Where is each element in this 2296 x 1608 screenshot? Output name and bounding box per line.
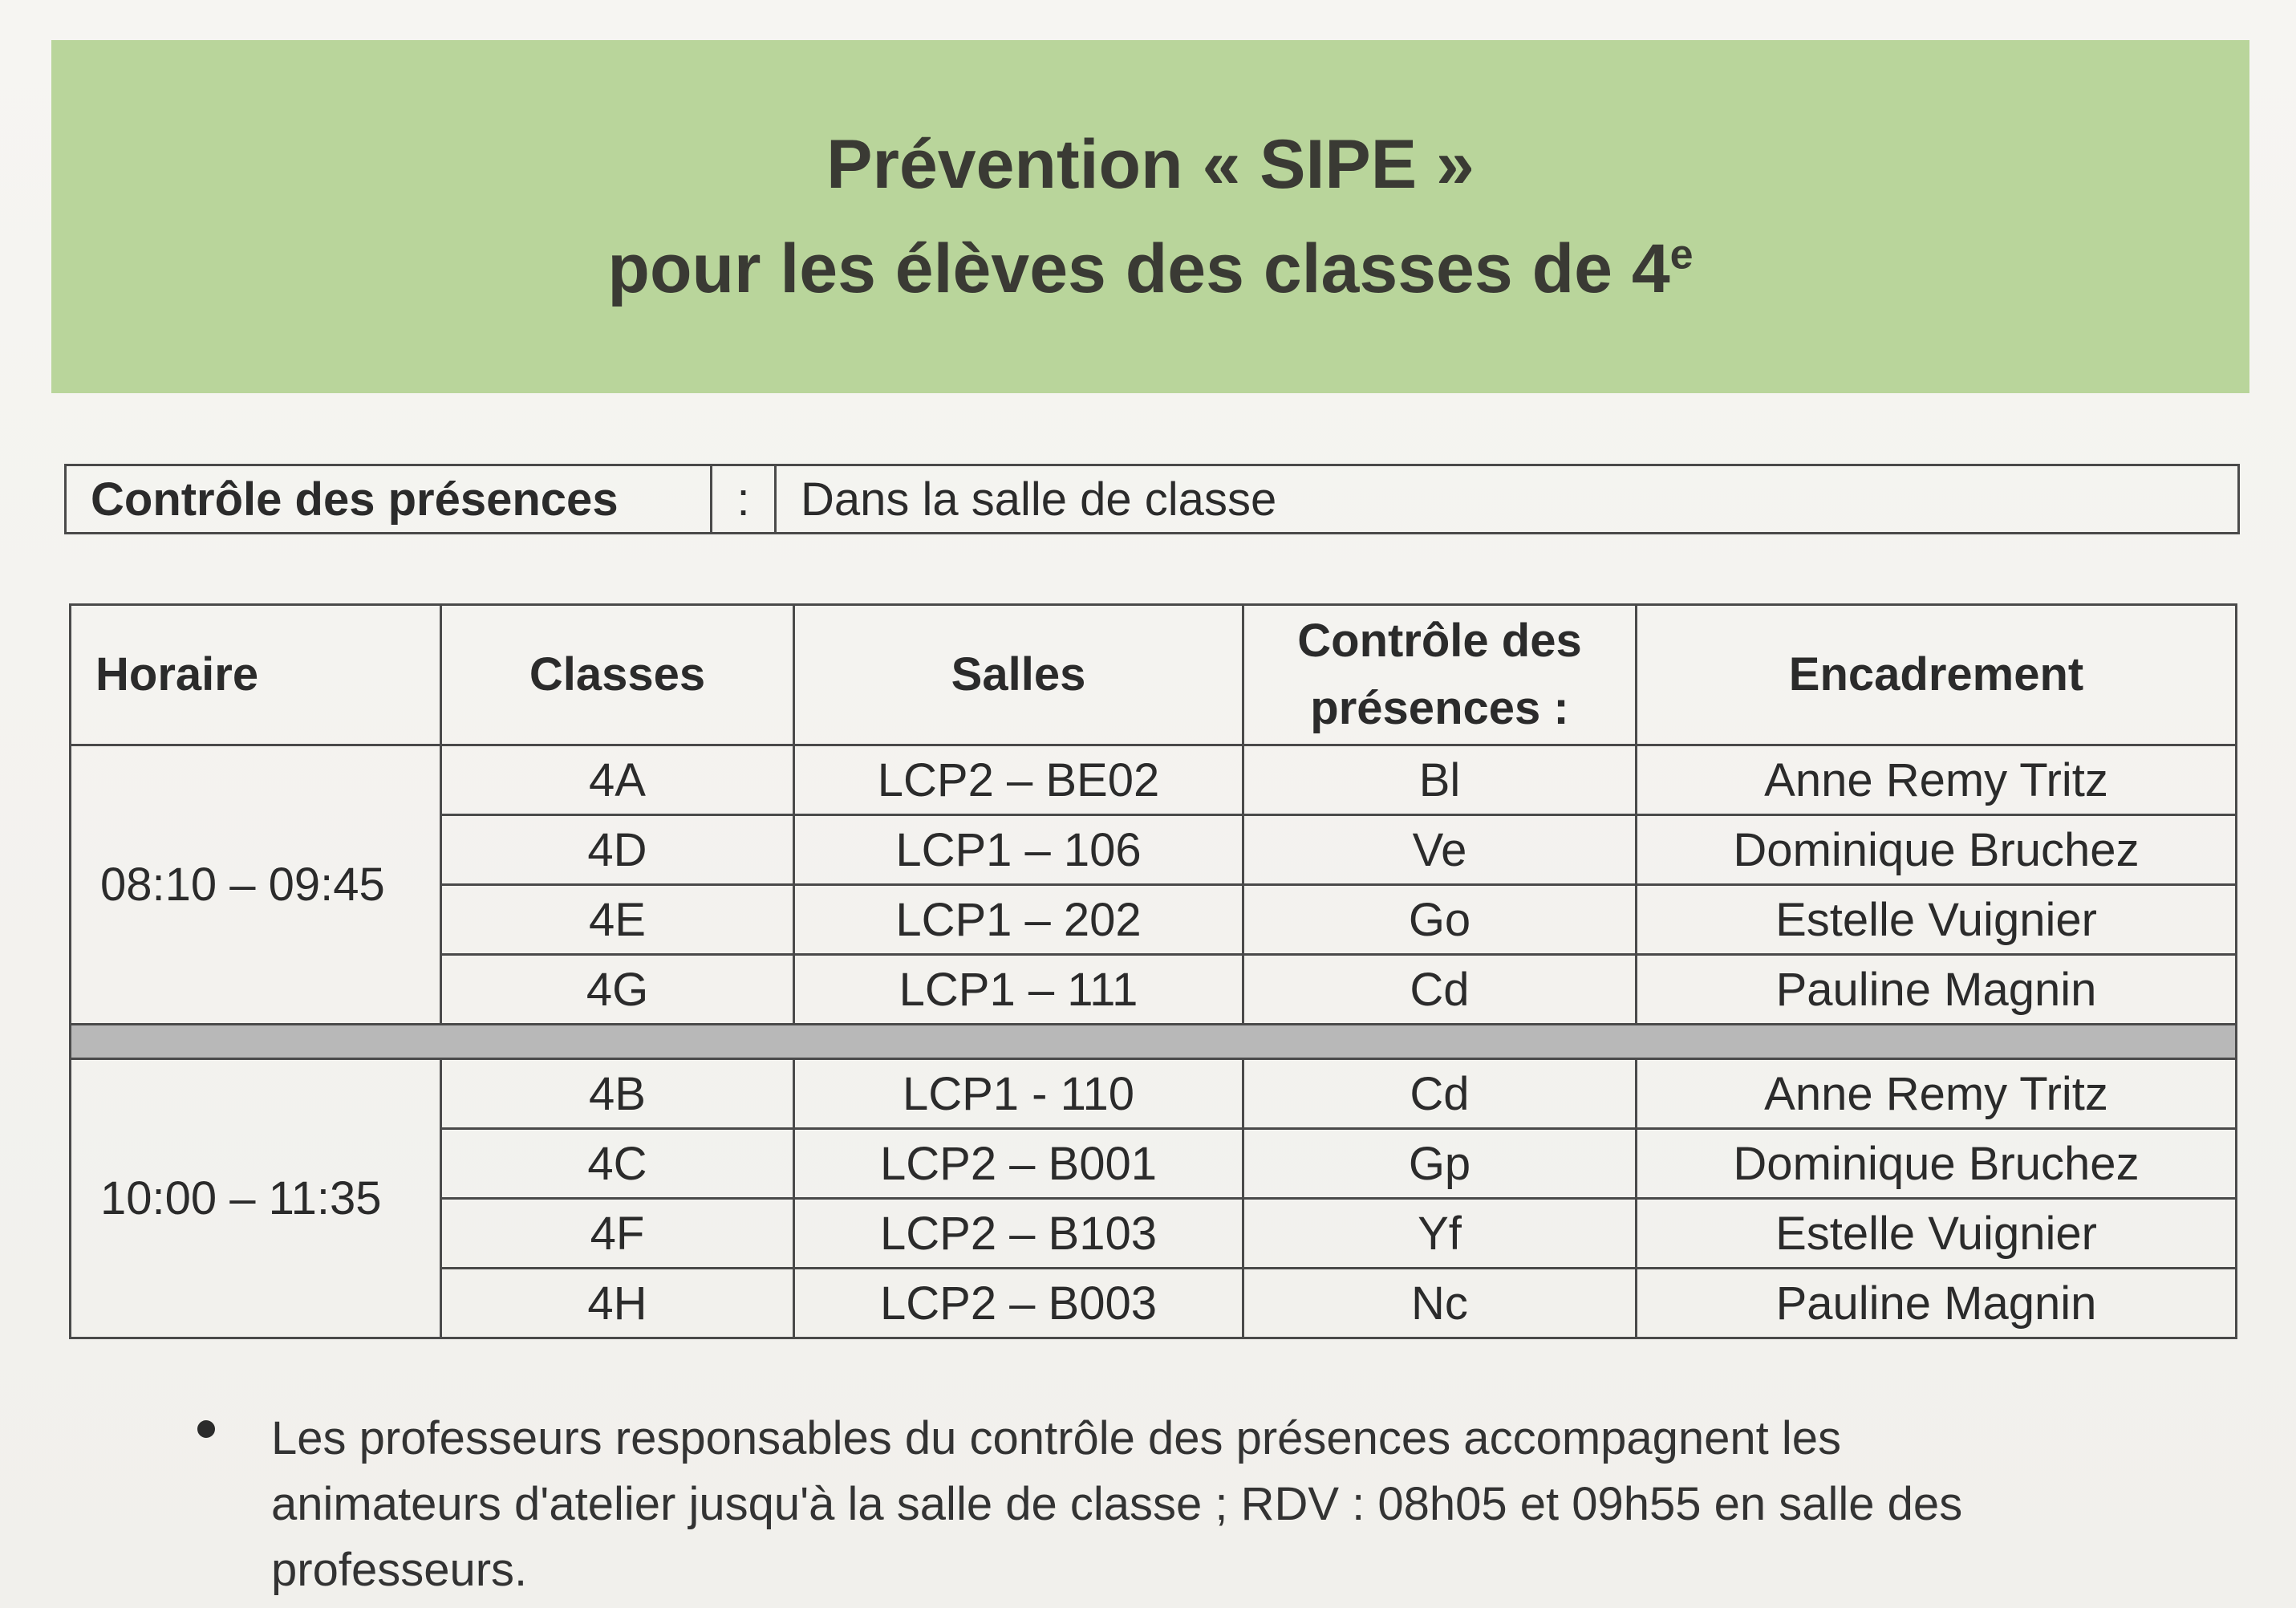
title-superscript: e	[1669, 231, 1694, 278]
cell-salle: LCP2 – B103	[794, 1199, 1243, 1269]
table-row	[71, 745, 2237, 815]
cell-controle: Bl	[1243, 745, 1637, 815]
cell-classe: 4A	[441, 745, 794, 815]
cell-classe: 4H	[441, 1269, 794, 1338]
header-classes: Classes	[441, 605, 794, 745]
cell-encadrement: Anne Remy Tritz	[1637, 745, 2237, 815]
header-controle: Contrôle des présences :	[1243, 605, 1637, 745]
note-paragraph	[193, 1406, 2006, 1603]
attendance-label: Contrôle des présences	[67, 466, 712, 532]
cell-encadrement: Dominique Bruchez	[1637, 1129, 2237, 1199]
cell-salle: LCP1 – 111	[794, 955, 1243, 1025]
header-encadrement: Encadrement	[1637, 605, 2237, 745]
title-line-2-text: pour les élèves des classes de 4	[607, 230, 1670, 307]
table-row	[71, 1059, 2237, 1129]
cell-classe: 4D	[441, 815, 794, 885]
attendance-separator: :	[712, 466, 777, 532]
cell-encadrement: Estelle Vuignier	[1637, 1199, 2237, 1269]
cell-controle: Gp	[1243, 1129, 1637, 1199]
cell-salle: LCP2 – BE02	[794, 745, 1243, 815]
title-banner	[51, 40, 2249, 393]
cell-controle: Cd	[1243, 955, 1637, 1025]
attendance-info-row	[64, 464, 2240, 534]
cell-encadrement: Estelle Vuignier	[1637, 885, 2237, 955]
cell-salle: LCP2 – B001	[794, 1129, 1243, 1199]
cell-classe: 4C	[441, 1129, 794, 1199]
cell-salle: LCP2 – B003	[794, 1269, 1243, 1338]
cell-encadrement: Anne Remy Tritz	[1637, 1059, 2237, 1129]
cell-classe: 4G	[441, 955, 794, 1025]
cell-salle: LCP1 – 106	[794, 815, 1243, 885]
header-salles: Salles	[794, 605, 1243, 745]
header-horaire: Horaire	[71, 605, 441, 745]
time-slot-2: 10:00 – 11:35	[71, 1059, 441, 1338]
cell-encadrement: Pauline Magnin	[1637, 955, 2237, 1025]
cell-controle: Yf	[1243, 1199, 1637, 1269]
cell-salle: LCP1 – 202	[794, 885, 1243, 955]
cell-salle: LCP1 - 110	[794, 1059, 1243, 1129]
schedule-table	[69, 603, 2237, 1339]
cell-classe: 4B	[441, 1059, 794, 1129]
cell-encadrement: Dominique Bruchez	[1637, 815, 2237, 885]
group-separator	[71, 1025, 2237, 1059]
cell-controle: Nc	[1243, 1269, 1637, 1338]
title-line-1: Prévention « SIPE »	[826, 126, 1475, 203]
cell-controle: Cd	[1243, 1059, 1637, 1129]
cell-encadrement: Pauline Magnin	[1637, 1269, 2237, 1338]
note-text: Les professeurs responsables du contrôle des présences accompagnent les animateurs d'atelier jusqu'à la salle de classe ; RDV : 08h05 et 09h55 en salle des professeurs.	[271, 1412, 1963, 1596]
title-line-2	[607, 217, 1693, 321]
time-slot-1: 08:10 – 09:45	[71, 745, 441, 1025]
cell-controle: Go	[1243, 885, 1637, 955]
cell-classe: 4F	[441, 1199, 794, 1269]
table-header-row	[71, 605, 2237, 745]
cell-controle: Ve	[1243, 815, 1637, 885]
separator-band	[71, 1025, 2237, 1059]
cell-classe: 4E	[441, 885, 794, 955]
attendance-value: Dans la salle de classe	[801, 473, 1277, 526]
